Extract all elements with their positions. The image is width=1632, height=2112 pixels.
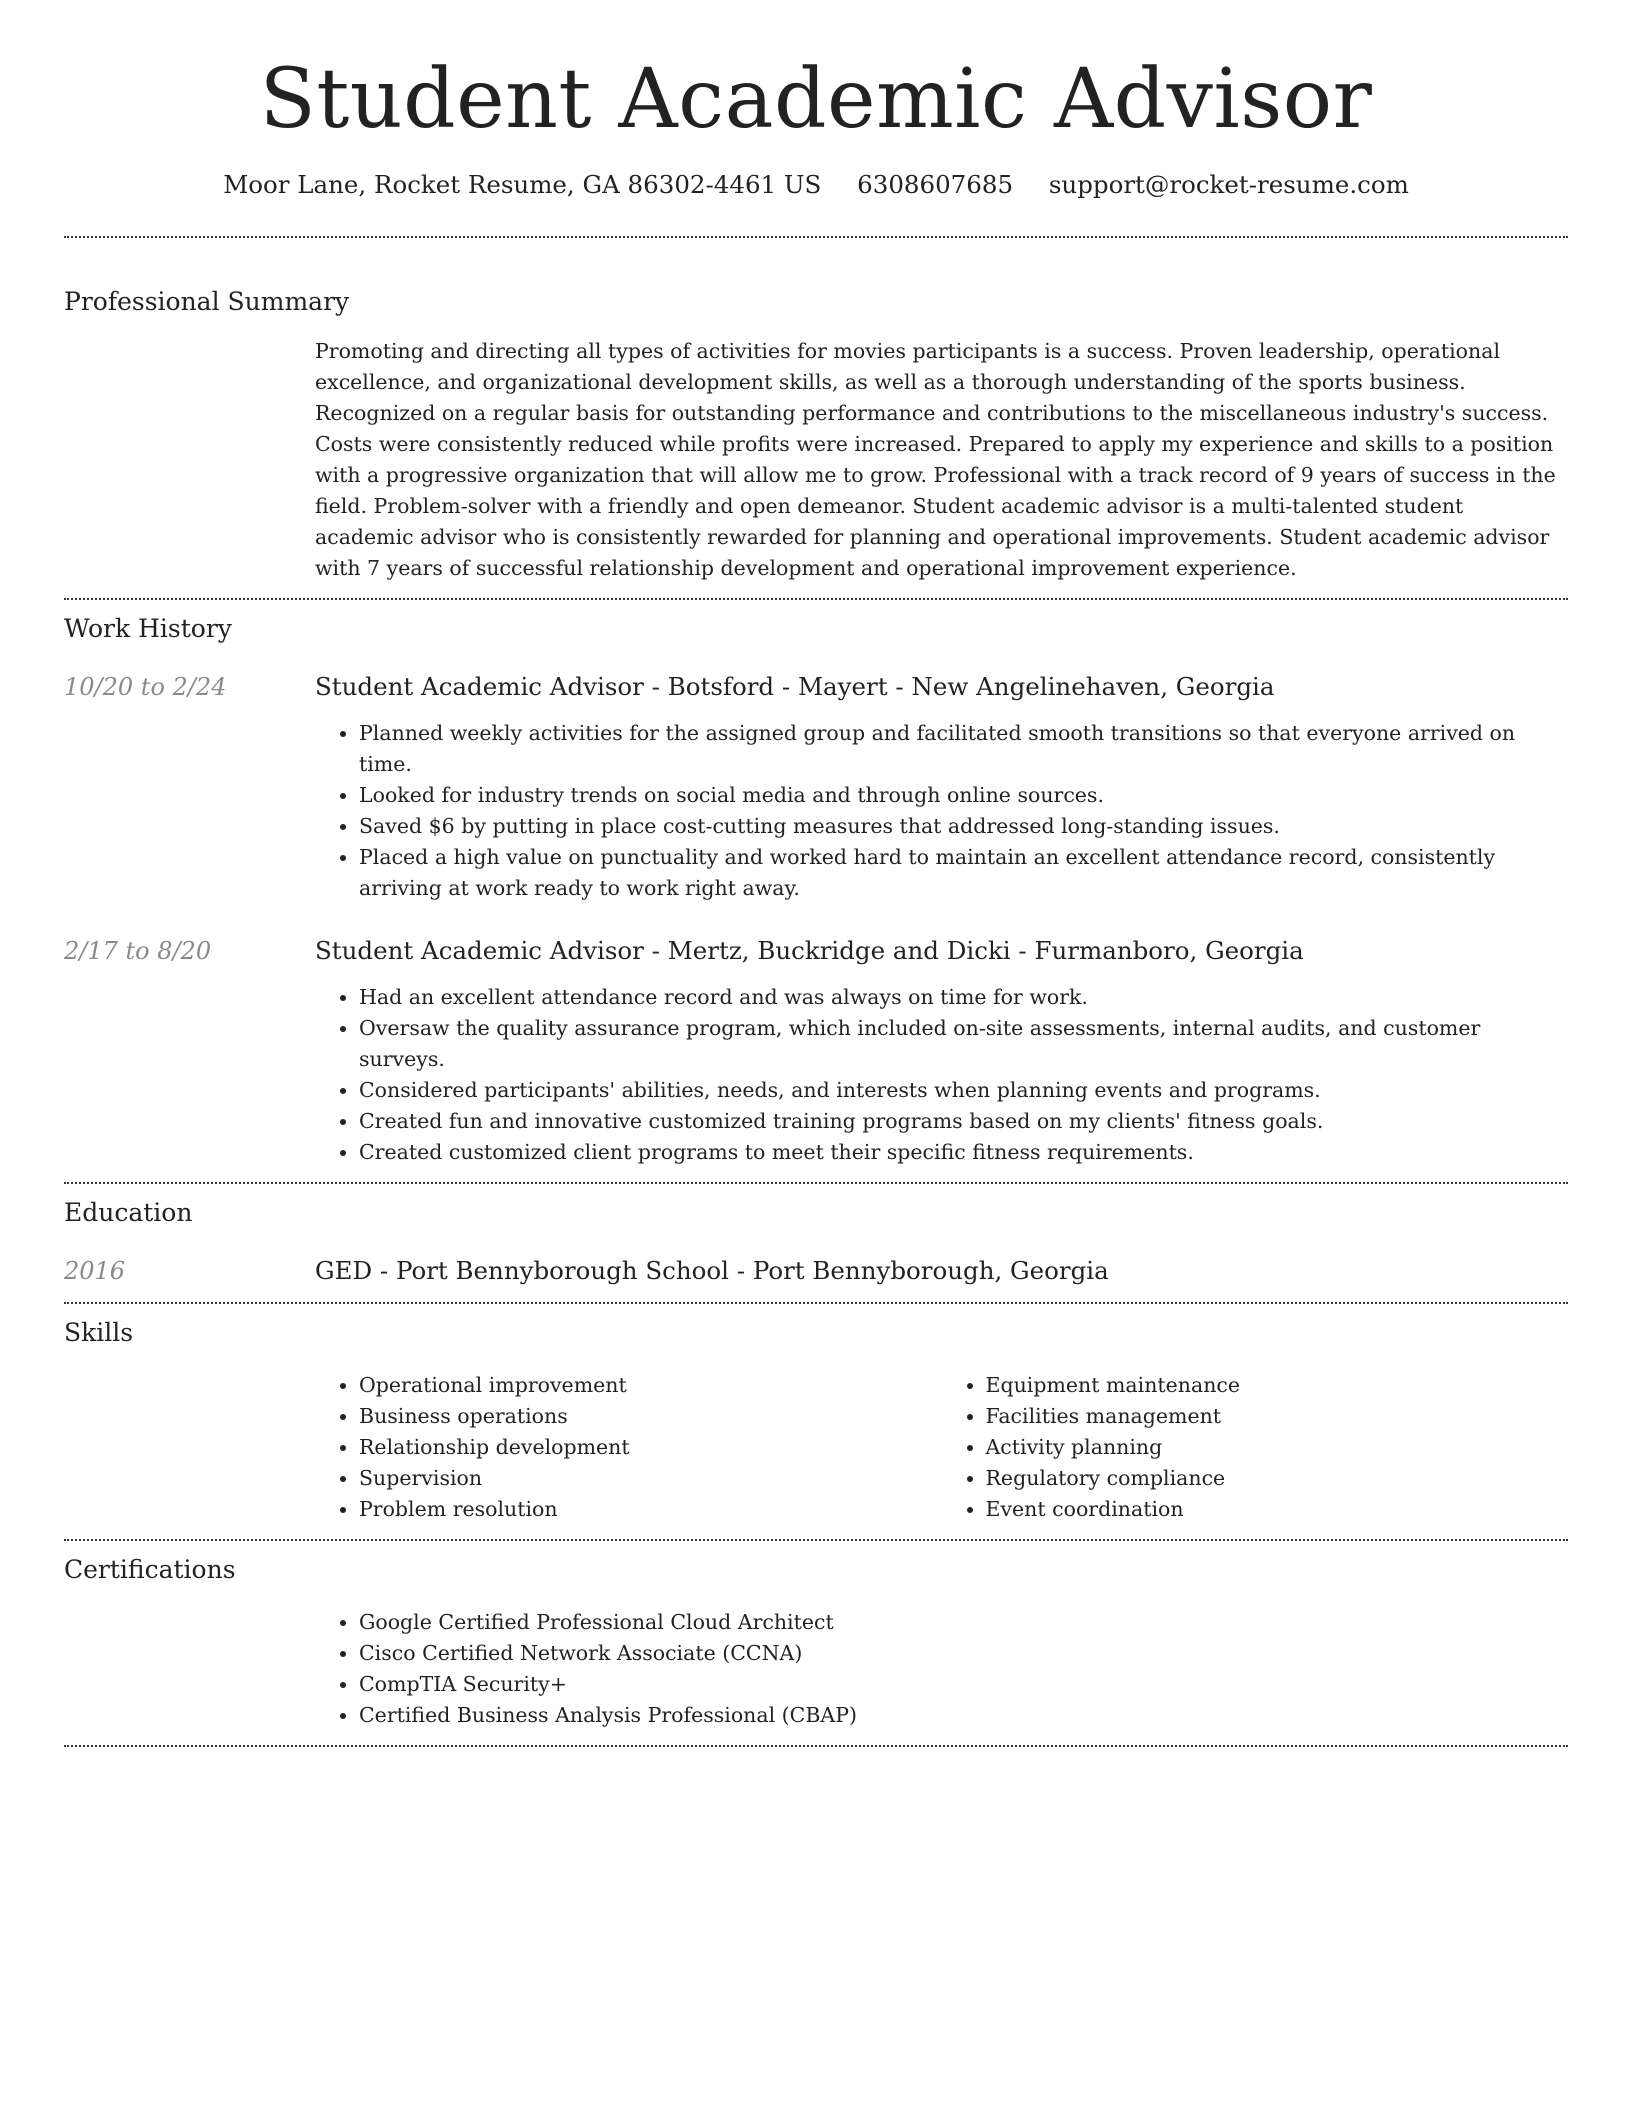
education-entry [64, 1254, 1568, 1288]
certification-item: • Certified Business Analysis Professional (CBAP) [359, 1700, 1568, 1731]
resume-page [64, 0, 1568, 1747]
skill-item: • Relationship development [359, 1432, 942, 1463]
work-history-heading: Work History [64, 614, 232, 643]
list-item: • Saved $6 by putting in place cost-cutting measures that addressed long-standing issues. [359, 811, 1568, 842]
skill-item: • Activity planning [986, 1432, 1569, 1463]
job-entry [64, 670, 1568, 904]
list-item: • Oversaw the quality assurance program, which included on-site assessments, internal audits, and customer surveys. [359, 1013, 1568, 1075]
skill-item: • Business operations [359, 1401, 942, 1432]
summary-text: Promoting and directing all types of activities for movies participants is a success. Proven leadership, operational excellence, and organizational development skills, as well as a thorough understanding of the sports business. Recognized on a regular basis for outstanding performance and contributions to the miscellaneous industry's success. Costs were consistently reduced while profits were increased. Prepared to apply my experience and skills to a position with a progressive organization that will allow me to grow. Professional with a track record of 9 years of success in the field. Problem-solver with a friendly and open demeanor. Student academic advisor is a multi-talented student academic advisor who is consistently rewarded for planning and operational improvements. Student academic advisor with 7 years of successful relationship development and operational improvement experience. [315, 339, 1556, 580]
certifications-list [315, 1607, 1568, 1731]
job-bullets [315, 982, 1568, 1168]
summary-heading: Professional Summary [64, 287, 350, 316]
job-dates: 10/20 to 2/24 [64, 673, 227, 701]
contact-phone: 6308607685 [857, 170, 1014, 199]
certifications-section [64, 1541, 1568, 1745]
list-item: • Created customized client programs to meet their specific fitness requirements. [359, 1137, 1568, 1168]
list-item: • Created fun and innovative customized training programs based on my clients' fitness goals. [359, 1106, 1568, 1137]
skill-item: • Supervision [359, 1463, 942, 1494]
job-title: Student Academic Advisor - Botsford - Mayert - New Angelinehaven, Georgia [315, 672, 1275, 701]
job-title: Student Academic Advisor - Mertz, Buckridge and Dicki - Furmanboro, Georgia [315, 936, 1304, 965]
skills-heading: Skills [64, 1318, 134, 1347]
contact-address: Moor Lane, Rocket Resume, GA 86302-4461 US [223, 170, 822, 199]
education-section [64, 1184, 1568, 1302]
list-item: • Placed a high value on punctuality and worked hard to maintain an excellent attendance record, consistently arriving at work ready to work right away. [359, 842, 1568, 904]
skills-list-left [315, 1370, 942, 1525]
resume-header [64, 0, 1568, 202]
certification-item: • Cisco Certified Network Associate (CCNA) [359, 1638, 1568, 1669]
skills-section [64, 1304, 1568, 1539]
work-history-section [64, 600, 1568, 1182]
certification-item: • Google Certified Professional Cloud Architect [359, 1607, 1568, 1638]
contact-email: support@rocket-resume.com [1048, 170, 1409, 199]
summary-section [64, 238, 1568, 598]
certifications-heading: Certifications [64, 1555, 236, 1584]
list-item: • Had an excellent attendance record and was always on time for work. [359, 982, 1568, 1013]
candidate-name: Student Academic Advisor [259, 52, 1373, 147]
education-heading: Education [64, 1198, 193, 1227]
skill-item: • Operational improvement [359, 1370, 942, 1401]
job-bullets [315, 718, 1568, 904]
education-detail: GED - Port Bennyborough School - Port Bennyborough, Georgia [315, 1256, 1109, 1285]
skill-item: • Regulatory compliance [986, 1463, 1569, 1494]
job-entry [64, 934, 1568, 1168]
skill-item: • Problem resolution [359, 1494, 942, 1525]
contact-line [64, 168, 1568, 202]
section-divider [64, 1745, 1568, 1747]
list-item: • Planned weekly activities for the assigned group and facilitated smooth transitions so that everyone arrived on time. [359, 718, 1568, 780]
education-date: 2016 [64, 1257, 126, 1285]
skill-item: • Equipment maintenance [986, 1370, 1569, 1401]
job-dates: 2/17 to 8/20 [64, 937, 212, 965]
skills-list-right [942, 1370, 1569, 1525]
certification-item: • CompTIA Security+ [359, 1669, 1568, 1700]
list-item: • Considered participants' abilities, needs, and interests when planning events and programs. [359, 1075, 1568, 1106]
skill-item: • Facilities management [986, 1401, 1569, 1432]
list-item: • Looked for industry trends on social media and through online sources. [359, 780, 1568, 811]
skill-item: • Event coordination [986, 1494, 1569, 1525]
